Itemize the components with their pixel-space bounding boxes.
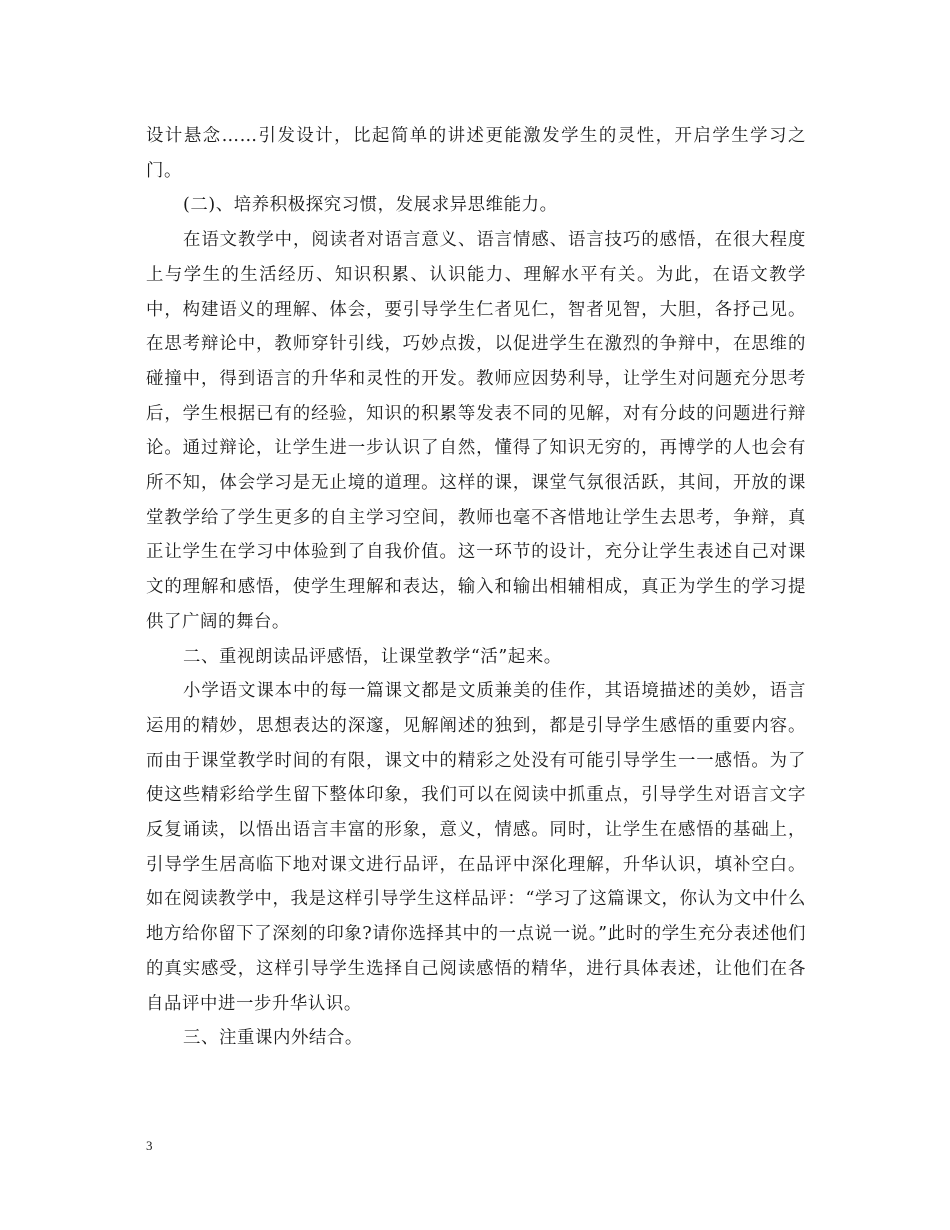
document-body [146, 119, 806, 1056]
section-heading-4: 二、重视朗读品评感悟，让课堂教学“活”起来。 [183, 646, 562, 667]
body-paragraph-1: 设计悬念……引发设计，比起简单的讲述更能激发学生的灵性，开启学生学习之门。 [146, 126, 806, 181]
body-paragraph-5: 小学语文课本中的每一篇课文都是文质兼美的佳作，其语境描述的美妙，语言运用的精妙，思想表达的深邃，见解阐述的独到，都是引导学生感悟的重要内容。而由于课堂教学时间的有限，课文中的精彩之处没有可能引导学生一一感悟。为了使这些精彩给学生留下整体印象，我们可以在阅读中抓重点，引导学生对语言文字反复诵读，以悟出语言丰富的形象，意义，情感。同时，让学生在感悟的基础上，引导学生居高临下地对课文进行品评，在品评中深化理解，升华认识，填补空白。如在阅读教学中，我是这样引导学生这样品评：“学习了这篇课文，你认为文中什么地方给你留下了深刻的印象?请你选择其中的一点说一说。”此时的学生充分表述他们的真实感受，这样引导学生选择自己阅读感悟的精华，进行具体表述，让他们在各自品评中进一步升华认识。 [146, 681, 806, 1014]
section-heading-2: (二)、培养积极探究习惯，发展求异思维能力。 [183, 195, 558, 216]
body-paragraph-3: 在语文教学中，阅读者对语言意义、语言情感、语言技巧的感悟，在很大程度上与学生的生活经历、知识积累、认识能力、理解水平有关。为此，在语文教学中，构建语义的理解、体会，要引导学生仁者见仁，智者见智，大胆，各抒己见。在思考辩论中，教师穿针引线，巧妙点拨，以促进学生在激烈的争辩中，在思维的碰撞中，得到语言的升华和灵性的开发。教师应因势利导，让学生对问题充分思考后，学生根据已有的经验，知识的积累等发表不同的见解，对有分歧的问题进行辩论。通过辩论，让学生进一步认识了自然，懂得了知识无穷的，再博学的人也会有所不知，体会学习是无止境的道理。这样的课，课堂气氛很活跃，其间，开放的课堂教学给了学生更多的自主学习空间，教师也毫不吝惜地让学生去思考，争辩，真正让学生在学习中体验到了自我价值。这一环节的设计，充分让学生表述自己对课文的理解和感悟，使学生理解和表达，输入和输出相辅相成，真正为学生的学习提供了广阔的舞台。 [146, 230, 806, 632]
section-heading-6: 三、注重课内外结合。 [183, 1028, 363, 1049]
page-number: 3 [146, 1138, 153, 1153]
